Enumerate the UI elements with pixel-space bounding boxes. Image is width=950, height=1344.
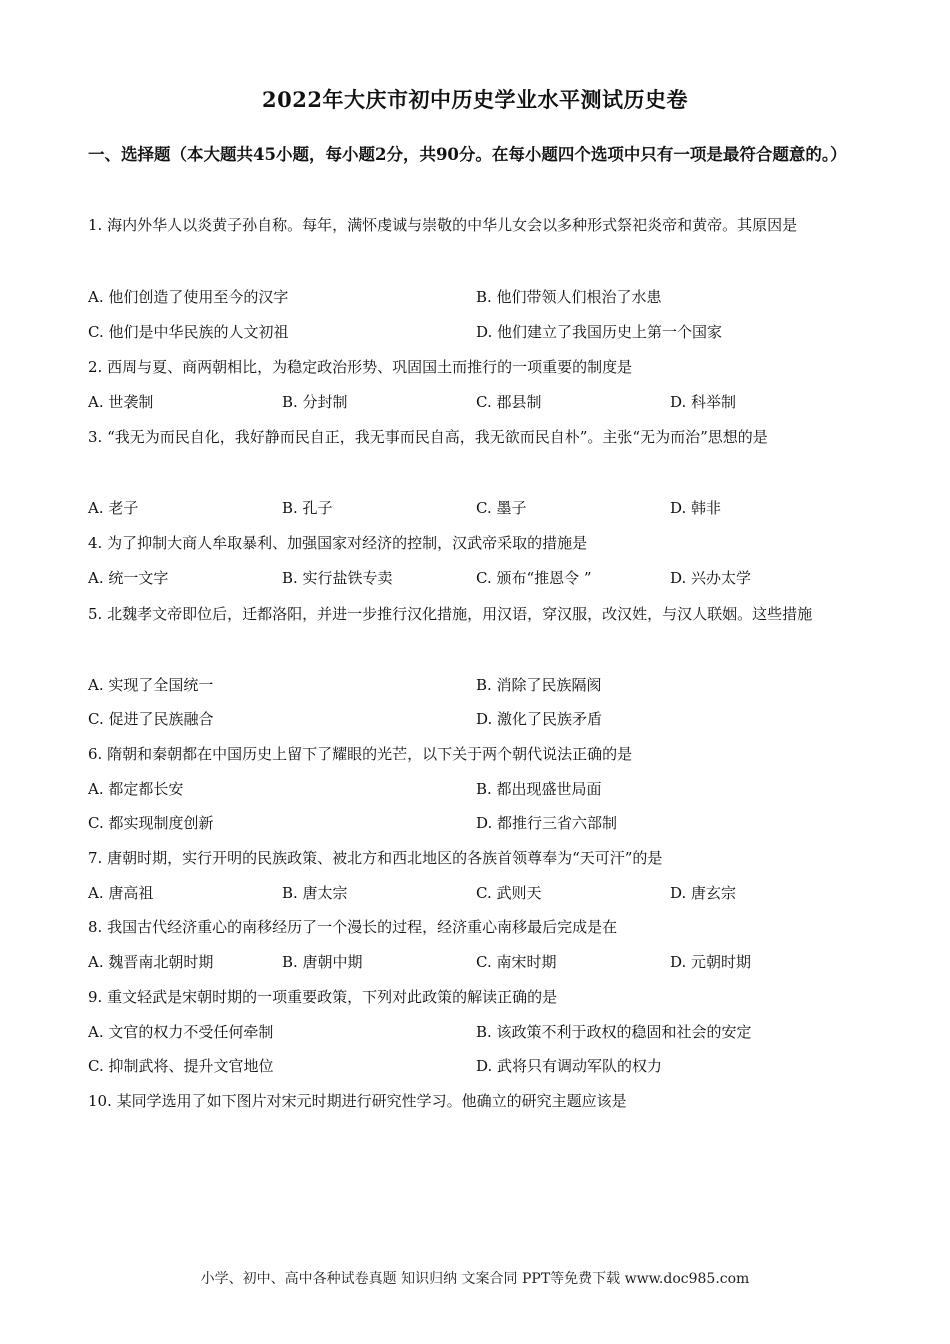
question-4-stem: 4. 为了抑制大商人牟取暴利、加强国家对经济的控制，汉武帝采取的措施是 [88, 534, 588, 552]
page-footer: 小学、初中、高中各种试卷真题 知识归纳 文案合同 PPT等免费下载 www.doc985.com [200, 1271, 750, 1287]
option-a[interactable]: A. 实现了全国统一 [88, 676, 214, 694]
option-c[interactable]: C. 武则天 [476, 884, 542, 902]
question-1-stem: 1. 海内外华人以炎黄子孙自称。每年，满怀虔诚与崇敬的中华儿女会以多种形式祭祀炎帝和黄帝。其原因是 [88, 216, 798, 234]
option-a[interactable]: A. 他们创造了使用至今的汉字 [88, 288, 289, 306]
question-6-stem: 6. 隋朝和秦朝都在中国历史上留下了耀眼的光芒，以下关于两个朝代说法正确的是 [88, 745, 633, 763]
option-a[interactable]: A. 魏晋南北朝时期 [88, 953, 214, 971]
option-a[interactable]: A. 老子 [88, 499, 139, 517]
question-7-options [88, 878, 888, 908]
question-2-stem: 2. 西周与夏、商两朝相比，为稳定政治形势、巩固国土而推行的一项重要的制度是 [88, 358, 633, 376]
option-d[interactable]: D. 科举制 [670, 393, 737, 411]
question-10-stem: 10. 某同学选用了如下图片对宋元时期进行研究性学习。他确立的研究主题应该是 [88, 1092, 627, 1110]
question-3-options [88, 493, 888, 523]
question-9-options-row-1 [88, 1017, 888, 1047]
option-c[interactable]: C. 促进了民族融合 [88, 710, 214, 728]
option-a[interactable]: A. 唐高祖 [88, 884, 154, 902]
question-9-stem: 9. 重文轻武是宋朝时期的一项重要政策，下列对此政策的解读正确的是 [88, 988, 558, 1006]
question-9-options-row-2 [88, 1051, 888, 1081]
question-1-options-row-2 [88, 317, 888, 347]
option-d[interactable]: D. 唐玄宗 [670, 884, 737, 902]
option-b[interactable]: B. 唐朝中期 [282, 953, 363, 971]
question-4-options [88, 563, 888, 593]
option-c[interactable]: C. 都实现制度创新 [88, 814, 214, 832]
option-b[interactable]: B. 实行盐铁专卖 [282, 569, 393, 587]
option-d[interactable]: D. 都推行三省六部制 [476, 814, 618, 832]
question-2-options [88, 387, 888, 417]
option-a[interactable]: A. 世袭制 [88, 393, 154, 411]
option-b[interactable]: B. 孔子 [282, 499, 333, 517]
option-c[interactable]: C. 墨子 [476, 499, 527, 517]
option-c[interactable]: C. 抑制武将、提升文官地位 [88, 1057, 274, 1075]
option-a[interactable]: A. 统一文字 [88, 569, 169, 587]
question-6-options-row-1 [88, 774, 888, 804]
question-8-stem: 8. 我国古代经济重心的南移经历了一个漫长的过程，经济重心南移最后完成是在 [88, 918, 618, 936]
question-5-stem: 5. 北魏孝文帝即位后，迁都洛阳，并进一步推行汉化措施，用汉语，穿汉服，改汉姓，与汉人联姻。这些措施 [88, 605, 813, 623]
question-1-options-row-1 [88, 282, 888, 312]
question-6-options-row-2 [88, 808, 888, 838]
question-7-stem: 7. 唐朝时期，实行开明的民族政策、被北方和西北地区的各族首领尊奉为“天可汗”的是 [88, 849, 663, 867]
option-b[interactable]: B. 消除了民族隔阂 [476, 676, 602, 694]
option-b[interactable]: B. 唐太宗 [282, 884, 348, 902]
option-b[interactable]: B. 该政策不利于政权的稳固和社会的安定 [476, 1023, 752, 1041]
section-heading: 一、选择题（本大题共45小题，每小题2分，共90分。在每小题四个选项中只有一项是最符合题意的。） [88, 145, 847, 164]
page-title: 2022年大庆市初中历史学业水平测试历史卷 [262, 87, 688, 112]
option-b[interactable]: B. 分封制 [282, 393, 348, 411]
option-d[interactable]: D. 激化了民族矛盾 [476, 710, 603, 728]
question-5-options-row-1 [88, 670, 888, 700]
option-c[interactable]: C. 他们是中华民族的人文初祖 [88, 323, 289, 341]
option-d[interactable]: D. 他们建立了我国历史上第一个国家 [476, 323, 723, 341]
option-b[interactable]: B. 他们带领人们根治了水患 [476, 288, 662, 306]
option-c[interactable]: C. 南宋时期 [476, 953, 557, 971]
option-d[interactable]: D. 韩非 [670, 499, 722, 517]
option-b[interactable]: B. 都出现盛世局面 [476, 780, 602, 798]
question-8-options [88, 947, 888, 977]
option-d[interactable]: D. 武将只有调动军队的权力 [476, 1057, 663, 1075]
question-3-stem: 3. “我无为而民自化，我好静而民自正，我无事而民自高，我无欲而民自朴”。主张“无为而治”思想的是 [88, 428, 768, 446]
question-5-options-row-2 [88, 704, 888, 734]
option-d[interactable]: D. 兴办太学 [670, 569, 752, 587]
option-a[interactable]: A. 都定都长安 [88, 780, 184, 798]
option-a[interactable]: A. 文官的权力不受任何牵制 [88, 1023, 274, 1041]
option-c[interactable]: C. 郡县制 [476, 393, 542, 411]
option-c[interactable]: C. 颁布“推恩令 ” [476, 569, 592, 587]
option-d[interactable]: D. 元朝时期 [670, 953, 752, 971]
